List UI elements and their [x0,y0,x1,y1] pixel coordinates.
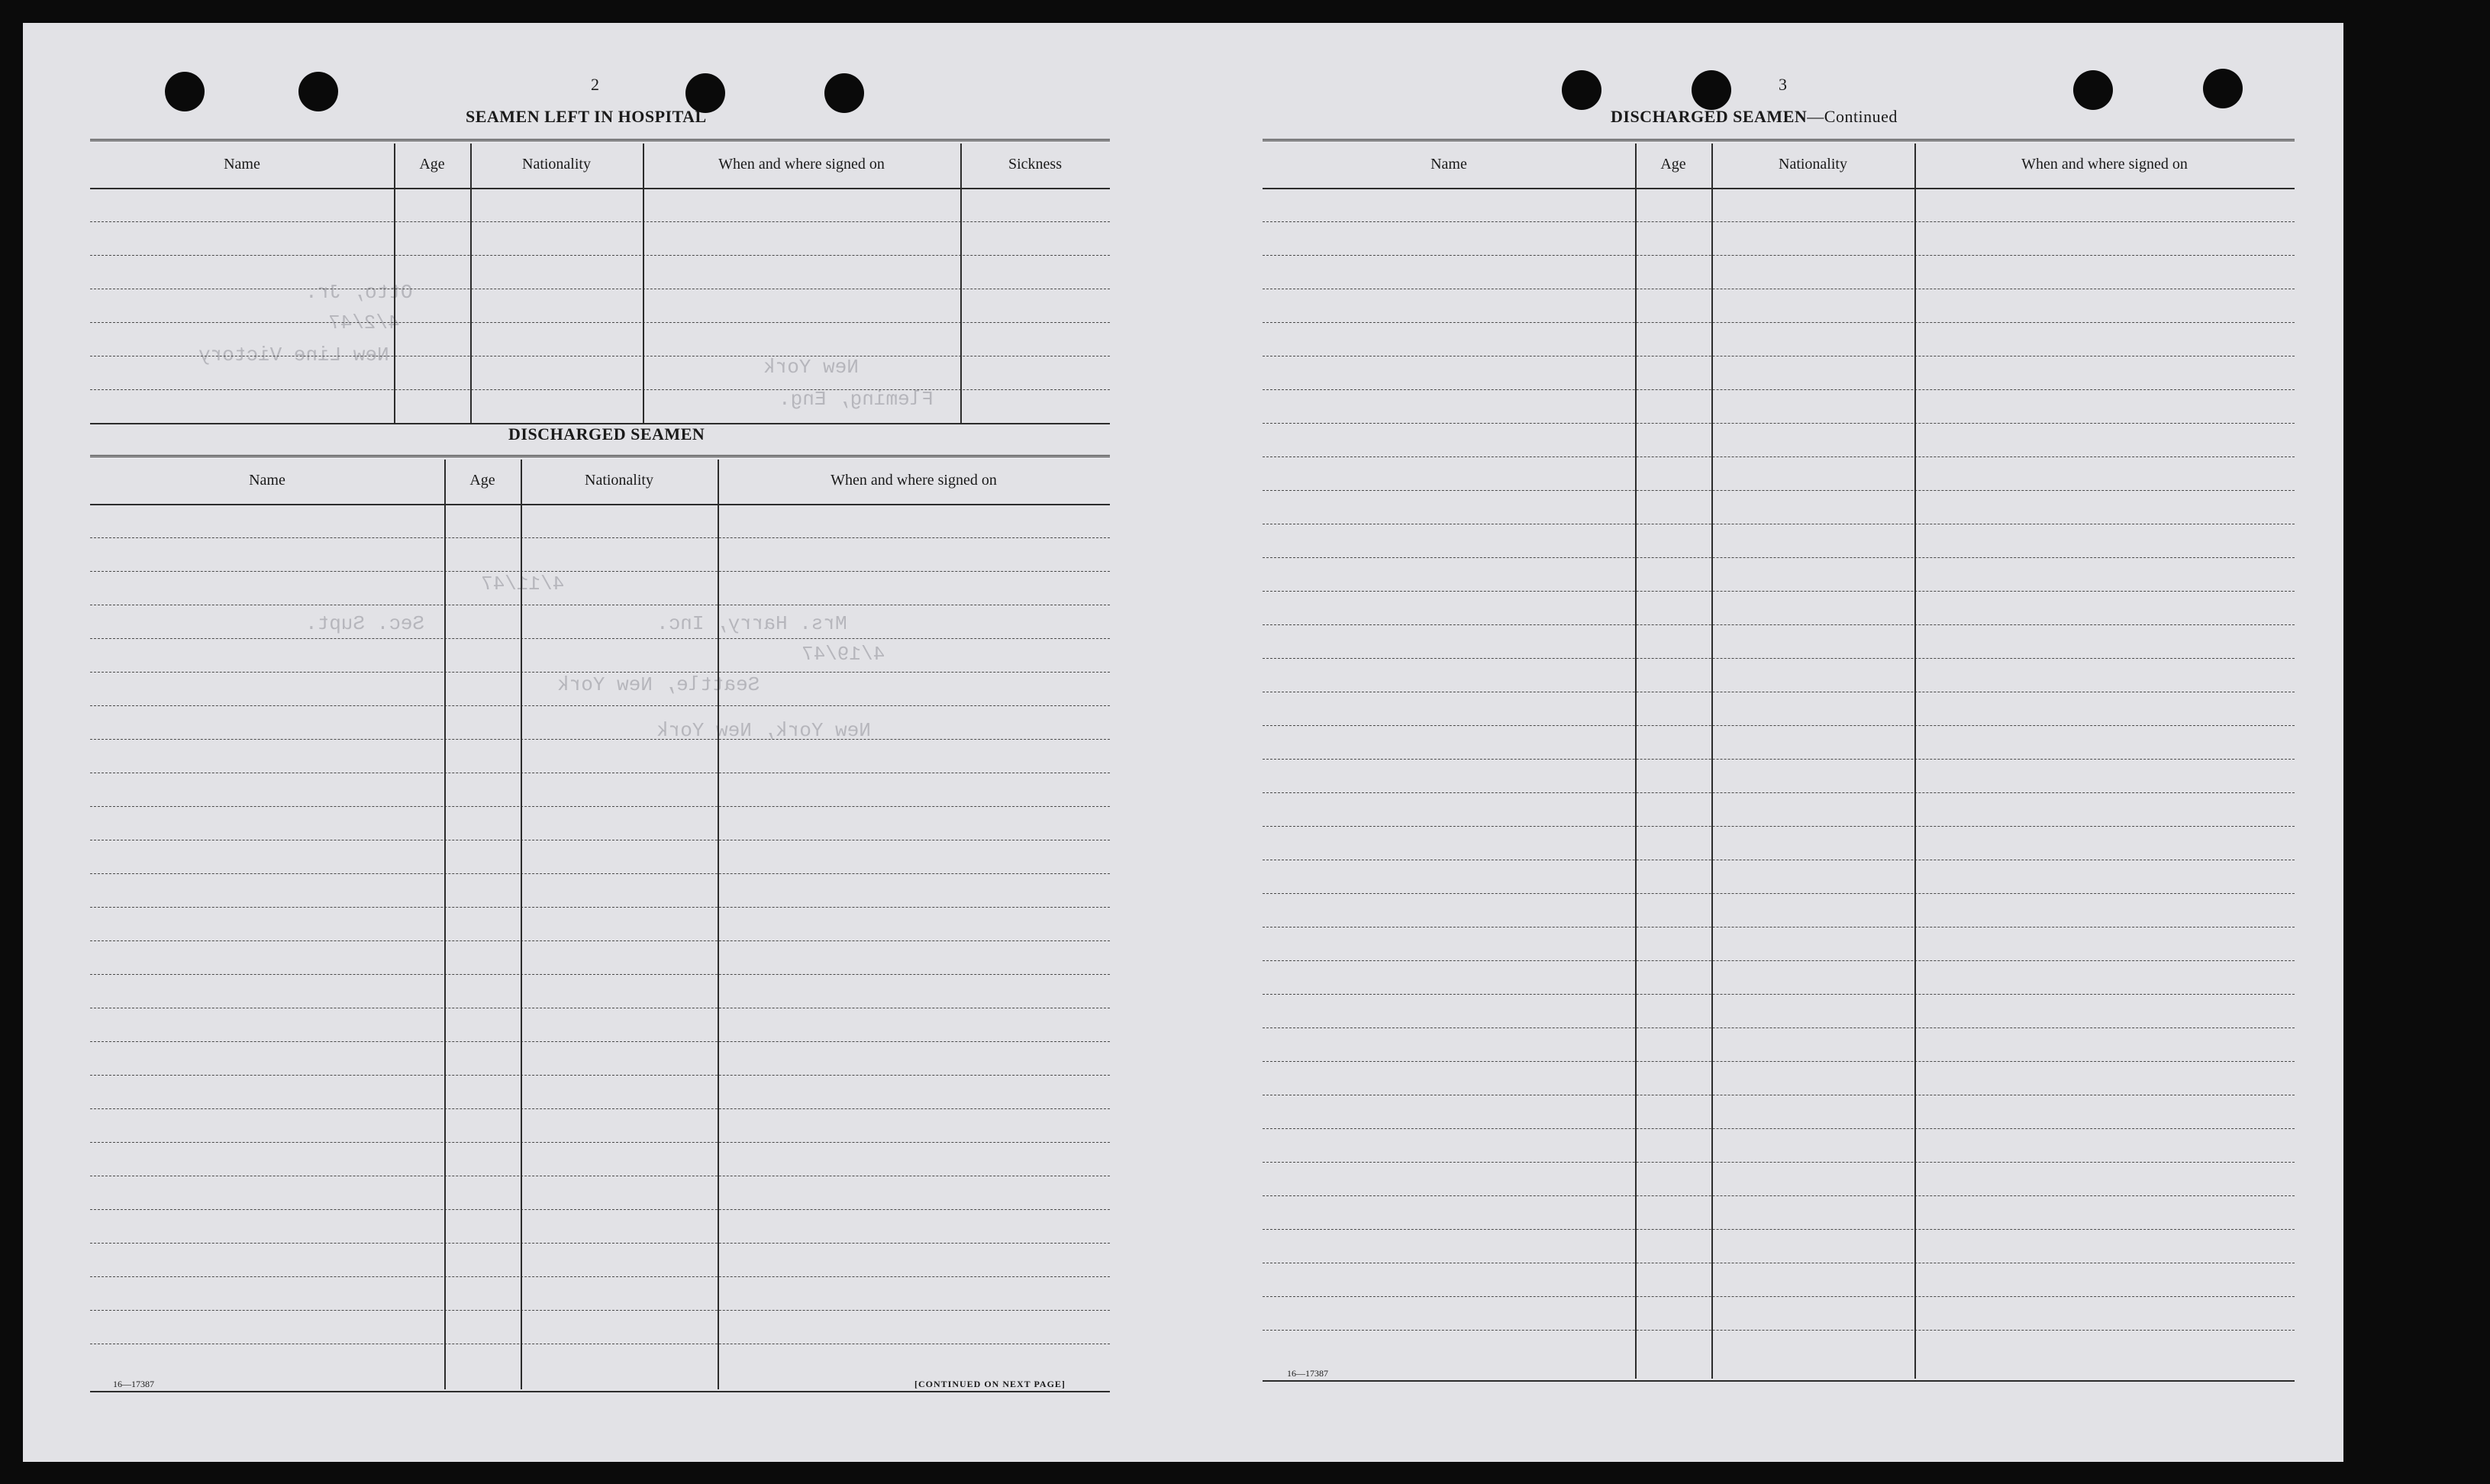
title-bold: DISCHARGED SEAMEN [1611,107,1808,126]
form-code: 16—17387 [113,1379,154,1389]
column-header-age: Age [419,156,445,173]
punch-hole [824,73,864,113]
bleed-through-text: Fleming, Eng. [779,388,934,411]
punch-hole [2203,69,2243,108]
bleed-through-text: New York [763,356,859,379]
column-header-nationality: Nationality [522,156,591,173]
discharged-table [90,455,1110,1394]
bleed-through-text: 4/19/47 [802,643,885,666]
punch-hole [1692,70,1731,110]
column-header-age: Age [1660,156,1686,173]
bleed-through-text: Mrs. Harry, Inc. [656,612,847,635]
page-number: 2 [591,75,599,94]
bleed-through-text: Sec. Supt. [305,612,425,635]
document-sheet [23,23,2343,1462]
bleed-through-text: 4/11/47 [481,573,565,595]
column-header-age: Age [469,472,495,489]
column-header-name: Name [1430,156,1467,173]
punch-hole [165,72,205,111]
column-header-signed-on: When and where signed on [2021,156,2188,173]
hospital-table [90,139,1110,431]
column-header-sickness: Sickness [1008,156,1062,173]
section-title-hospital: SEAMEN LEFT IN HOSPITAL [466,107,707,126]
column-header-nationality: Nationality [1779,156,1847,173]
bleed-through-text: New York, New York [656,719,871,742]
title-continued: —Continued [1807,107,1898,126]
discharged-continued-table [1263,139,2295,1383]
column-header-signed-on: When and where signed on [831,472,997,489]
section-title-discharged-continued [1611,107,1898,127]
bleed-through-text: Otto, Jr. [305,281,413,304]
continued-note: [CONTINUED ON NEXT PAGE] [914,1379,1066,1389]
punch-hole [2073,70,2113,110]
page-number: 3 [1779,75,1787,94]
punch-hole [1562,70,1601,110]
column-header-name: Name [249,472,285,489]
column-header-name: Name [224,156,260,173]
section-title-discharged: DISCHARGED SEAMEN [508,424,705,444]
column-header-signed-on: When and where signed on [718,156,885,173]
bleed-through-text: Seattle, New York [557,673,760,696]
form-code: 16—17387 [1287,1368,1328,1379]
punch-hole [298,72,338,111]
bleed-through-text: New Line Victory [198,344,389,366]
column-header-nationality: Nationality [585,472,653,489]
bleed-through-text: 4/2/47 [328,311,400,334]
